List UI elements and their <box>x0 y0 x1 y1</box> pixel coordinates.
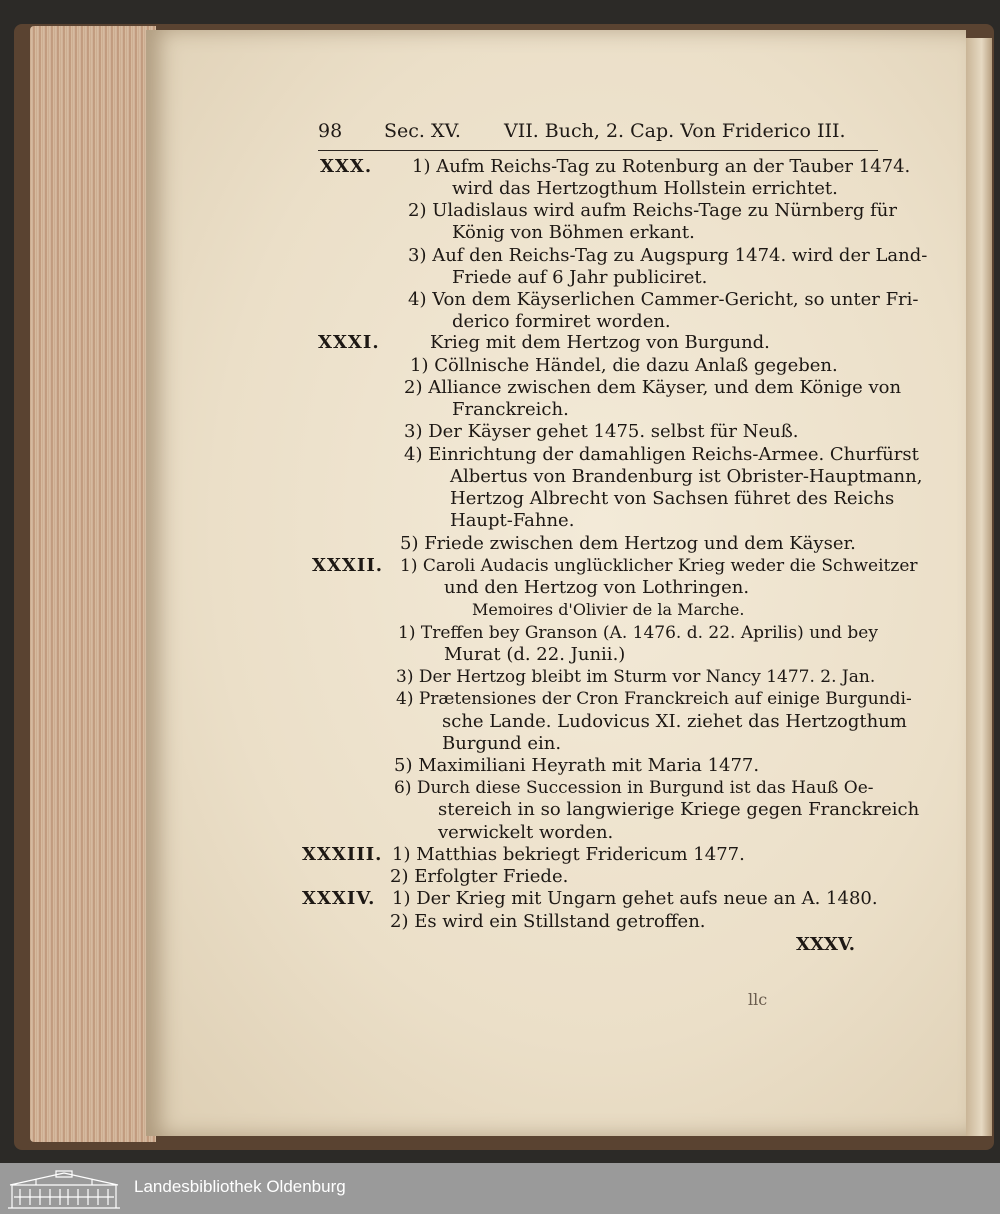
stray-mark: llc <box>748 990 768 1009</box>
entry-line: König von Böhmen erkant. <box>452 222 695 243</box>
entry-line: 1) Aufm Reichs-Tag zu Rotenburg an der Tauber 1474. <box>412 156 911 177</box>
entry-line: 2) Es wird ein Stillstand getroffen. <box>390 911 706 932</box>
entry-line: sche Lande. Ludovicus XI. ziehet das Hertzogthum <box>442 711 907 732</box>
entry-line: 5) Friede zwischen dem Hertzog und dem Käyser. <box>400 533 856 554</box>
library-name: Landesbibliothek Oldenburg <box>134 1177 346 1196</box>
entry-line: Haupt-Fahne. <box>450 510 575 531</box>
page-number: 98 <box>318 120 343 142</box>
entry-line: 1) Matthias bekriegt Fridericum 1477. <box>392 844 745 865</box>
running-header <box>318 118 878 151</box>
entry-line: 1) Treffen bey Granson (A. 1476. d. 22. Aprilis) und bey <box>398 623 878 643</box>
right-page-edge <box>966 38 992 1136</box>
entry-line: und den Hertzog von Lothringen. <box>444 577 750 598</box>
entry-line: 6) Durch diese Succession in Burgund ist das Hauß Oe- <box>394 778 874 798</box>
entry-line: Murat (d. 22. Junii.) <box>444 644 626 665</box>
page-edges <box>30 26 156 1142</box>
entry-roman: XXXIII. <box>302 844 383 865</box>
entry-line: 5) Maximiliani Heyrath mit Maria 1477. <box>394 755 760 776</box>
entry-line: 4) Prætensiones der Cron Franckreich auf einige Burgundi- <box>396 689 912 709</box>
entry-line: Memoires d'Olivier de la Marche. <box>472 600 745 619</box>
entry-line: Krieg mit dem Hertzog von Burgund. <box>430 332 770 353</box>
entry-roman: XXXII. <box>312 555 384 576</box>
entry-line: Burgund ein. <box>442 733 562 754</box>
section-label: Sec. XV. <box>384 120 461 142</box>
entry-line: derico formiret worden. <box>452 311 671 332</box>
entry-roman: XXXI. <box>318 332 380 353</box>
entry-line: verwickelt worden. <box>438 822 614 843</box>
entry-line: 2) Uladislaus wird aufm Reichs-Tage zu Nürnberg für <box>408 200 897 221</box>
entry-line: 4) Von dem Käyserlichen Cammer-Gericht, so unter Fri- <box>408 289 919 310</box>
entry-line: 3) Der Hertzog bleibt im Sturm vor Nancy 1477. 2. Jan. <box>396 667 876 687</box>
entry-line: Albertus von Brandenburg ist Obrister-Hauptmann, <box>450 466 923 487</box>
entry-roman: XXX. <box>320 156 373 177</box>
entry-line: Franckreich. <box>452 399 569 420</box>
entry-line: 1) Der Krieg mit Ungarn gehet aufs neue an A. 1480. <box>392 888 878 909</box>
entry-line: Hertzog Albrecht von Sachsen führet des Reichs <box>450 488 895 509</box>
entry-line: 4) Einrichtung der damahligen Reichs-Armee. Churfürst <box>404 444 919 465</box>
entry-line: stereich in so langwierige Kriege gegen Franckreich <box>438 799 920 820</box>
entry-line: 2) Alliance zwischen dem Käyser, und dem Könige von <box>404 377 902 398</box>
entry-line: Friede auf 6 Jahr publiciret. <box>452 267 708 288</box>
entry-line: 1) Caroli Audacis unglücklicher Krieg weder die Schweitzer <box>400 556 918 576</box>
entry-line: 2) Erfolgter Friede. <box>390 866 569 887</box>
catchword: XXXV. <box>796 934 855 955</box>
entry-line: 1) Cöllnische Händel, die dazu Anlaß gegeben. <box>410 355 838 376</box>
library-footer <box>0 1163 1000 1214</box>
library-building-icon <box>6 1167 122 1210</box>
entry-roman: XXXIV. <box>302 888 376 909</box>
entry-line: wird das Hertzogthum Hollstein errichtet. <box>452 178 838 199</box>
running-title: VII. Buch, 2. Cap. Von Friderico III. <box>504 120 846 142</box>
entry-line: 3) Der Käyser gehet 1475. selbst für Neuß. <box>404 421 799 442</box>
entry-line: 3) Auf den Reichs-Tag zu Augspurg 1474. wird der Land- <box>408 245 928 266</box>
